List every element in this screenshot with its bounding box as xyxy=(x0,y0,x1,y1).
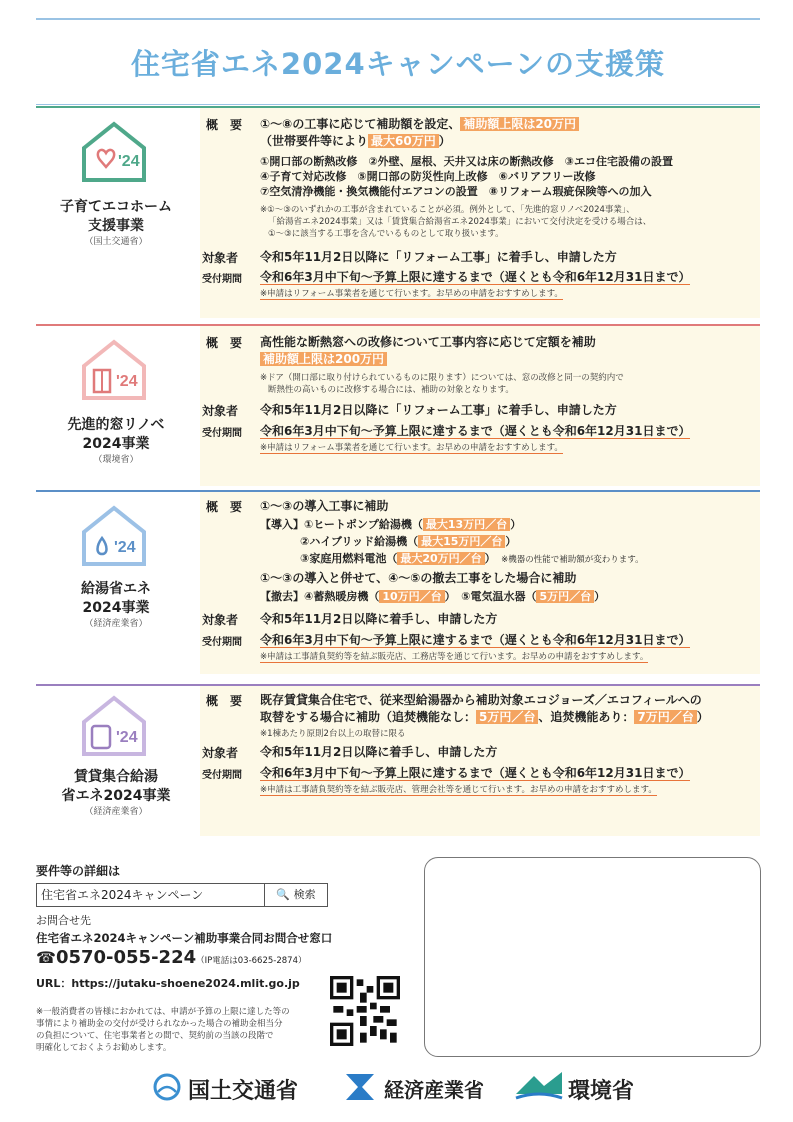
env-label: 環境省 xyxy=(568,1079,635,1104)
target-label: 対象者 xyxy=(202,404,239,418)
period-text: 令和6年3月中下旬～予算上限に達するまで（遅くとも令和6年12月31日まで） xyxy=(260,766,691,780)
period-note: ※申請はリフォーム事業者を通じて行います。お早めの申請をおすすめします。 xyxy=(260,443,563,453)
overview-label: 概 要 xyxy=(206,118,243,132)
disclaimer: ※一般消費者の皆様におかれては、申請が予算の上限に達した等の 事情により補助金の交付が受けられなかった場合の補助金相当分 の負担について、住宅事業者との間で、契約前の当該の段階で 明確化しておくようお勧めします。 xyxy=(36,1007,290,1053)
overview-label: 概 要 xyxy=(206,694,243,708)
program-name: 先進的窓リノベ 2024事業 （環境省） xyxy=(67,417,165,465)
overview-label: 概 要 xyxy=(206,500,243,514)
period-label: 受付期間 xyxy=(202,637,242,648)
ip-phone: （IP電話は03-6625-2874） xyxy=(196,956,307,966)
phone-number[interactable]: 0570-055-224 xyxy=(55,947,197,968)
overview-text: ①～③の導入工事に補助 xyxy=(260,499,389,513)
meti-logo-icon xyxy=(342,1070,378,1104)
period-note: ※申請は工事請負契約等を結ぶ販売店、工務店等を通じて行います。お早めの申請をおすすめします。 xyxy=(260,652,649,662)
intro-list: 【導入】①ヒートポンプ給湯機（ 最大13万円／台 ） ②ハイブリッド給湯機（ 最大15万円／台 ） ③家庭用燃料電池（ 最大20万円／台 ） ※機器の性能で補助額が変わります。 xyxy=(260,518,644,565)
title-banner xyxy=(36,18,760,105)
overview-label: 概 要 xyxy=(206,336,243,350)
window-house-icon xyxy=(78,338,150,402)
program-name: 賃貸集合給湯 省エネ2024事業 （経済産業省） xyxy=(61,769,171,817)
search-button[interactable]: 🔍 検索 xyxy=(264,884,327,906)
contact-name: 住宅省エネ2024キャンペーン補助事業合同お問合せ窓口 xyxy=(36,931,333,945)
target-text: 令和5年11月2日以降に着手し、申請した方 xyxy=(260,612,498,626)
water-drop-house-icon xyxy=(78,504,150,568)
svg-text:'24: '24 xyxy=(116,729,138,746)
overview-text: ①～⑧の工事に応じて補助額を設定、 補助額上限は20万円 （世帯要件等により 最大60万円 ） xyxy=(260,116,760,150)
program-section-chintai xyxy=(36,684,760,836)
target-text: 令和5年11月2日以降に「リフォーム工事」に着手し、申請した方 xyxy=(260,403,617,417)
period-text: 令和6年3月中下旬～予算上限に達するまで（遅くとも令和6年12月31日まで） xyxy=(260,270,691,284)
work-items: ①開口部の断熱改修 ②外壁、屋根、天井又は床の断熱改修 ③エコ住宅設備の設置 ④子育て対応改修 ⑤開口部の防災性向上改修 ⑥バリアフリー改修 ⑦空気清浄機能・換気機能付エアコンの設置 ⑧リフォーム瑕疵保険等への加入 xyxy=(260,155,673,198)
water-heater-house-icon xyxy=(78,694,150,758)
qr-code[interactable] xyxy=(330,976,400,1046)
page-title: 住宅省エネ2024キャンペーンの支援策 xyxy=(130,46,666,81)
removal-text: ①～③の導入と併せて、④～⑤の撤去工事をした場合に補助 xyxy=(260,571,577,585)
program-name: 給湯省エネ 2024事業 （経済産業省） xyxy=(81,581,151,629)
target-label: 対象者 xyxy=(202,251,239,265)
period-label: 受付期間 xyxy=(202,274,242,285)
overview-text: 既存賃貸集合住宅で、従来型給湯器から補助対象エコジョーズ／エコフィールへの 取替をする場合に補助（追焚機能なし： 5万円／台 、追焚機能あり： 7万円／台 ） xyxy=(260,693,709,724)
meti-label: 経済産業省 xyxy=(384,1078,484,1102)
program-section-kosodate xyxy=(36,106,760,318)
period-text: 令和6年3月中下旬～予算上限に達するまで（遅くとも令和6年12月31日まで） xyxy=(260,633,691,647)
overview-note: ※ドア（開口部に取り付けられているものに限ります）については、窓の改修と同一の契約内で 断熱性の高いものに改修する場合には、補助の対象となります。 xyxy=(260,373,624,395)
overview-note: ※①～③のいずれかの工事が含まれていることが必須。例外として、「先進的窓リノベ2024事業」、 「給湯省エネ2024事業」又は「賃貸集合給湯省エネ2024事業」において交付決定を受ける場合は、 ①～③に該当する工事を含んでいるものとして取り扱います。 xyxy=(260,205,652,239)
period-label: 受付期間 xyxy=(202,428,242,439)
svg-text:'24: '24 xyxy=(114,539,136,556)
phone-icon: ☎ xyxy=(36,948,56,967)
search-input[interactable]: 住宅省エネ2024キャンペーン xyxy=(41,888,204,902)
program-section-mado xyxy=(36,324,760,486)
overview-text: 高性能な断熱窓への改修について工事内容に応じて定額を補助 補助額上限は200万円 xyxy=(260,335,596,366)
target-text: 令和5年11月2日以降に「リフォーム工事」に着手し、申請した方 xyxy=(260,250,617,264)
contact-label: お問合せ先 xyxy=(36,914,91,927)
mlit-label: 国土交通省 xyxy=(188,1079,299,1104)
target-label: 対象者 xyxy=(202,746,239,760)
period-note: ※申請はリフォーム事業者を通じて行います。お早めの申請をおすすめします。 xyxy=(260,289,563,299)
target-label: 対象者 xyxy=(202,613,239,627)
search-icon: 🔍 xyxy=(276,888,291,901)
program-section-kyuto xyxy=(36,490,760,674)
program-name: 子育てエコホーム 支援事業 （国土交通省） xyxy=(60,199,172,247)
period-label: 受付期間 xyxy=(202,770,242,781)
website-url[interactable]: URL：https://jutaku-shoene2024.mlit.go.jp xyxy=(36,977,300,990)
search-box[interactable] xyxy=(36,883,328,907)
svg-text:'24: '24 xyxy=(118,153,140,170)
period-text: 令和6年3月中下旬～予算上限に達するまで（遅くとも令和6年12月31日まで） xyxy=(260,424,691,438)
removal-list: 【撤去】④蓄熱暖房機（ 10万円／台 ） ⑤電気温水器（ 5万円／台 ） xyxy=(260,590,606,603)
ministry-logos xyxy=(0,1066,793,1106)
details-label: 要件等の詳細は xyxy=(36,864,121,878)
phone-line xyxy=(36,947,436,968)
stamp-area xyxy=(424,857,761,1057)
mlit-logo-icon xyxy=(152,1072,182,1102)
env-logo-icon xyxy=(514,1070,564,1102)
target-text: 令和5年11月2日以降に着手し、申請した方 xyxy=(260,745,498,759)
svg-text:'24: '24 xyxy=(116,373,138,390)
overview-note: ※1棟あたり原則2台以上の取替に限る xyxy=(260,729,406,739)
heart-house-icon xyxy=(78,120,150,184)
period-note: ※申請は工事請負契約等を結ぶ販売店、管理会社等を通じて行います。お早めの申請をおすすめします。 xyxy=(260,785,657,795)
